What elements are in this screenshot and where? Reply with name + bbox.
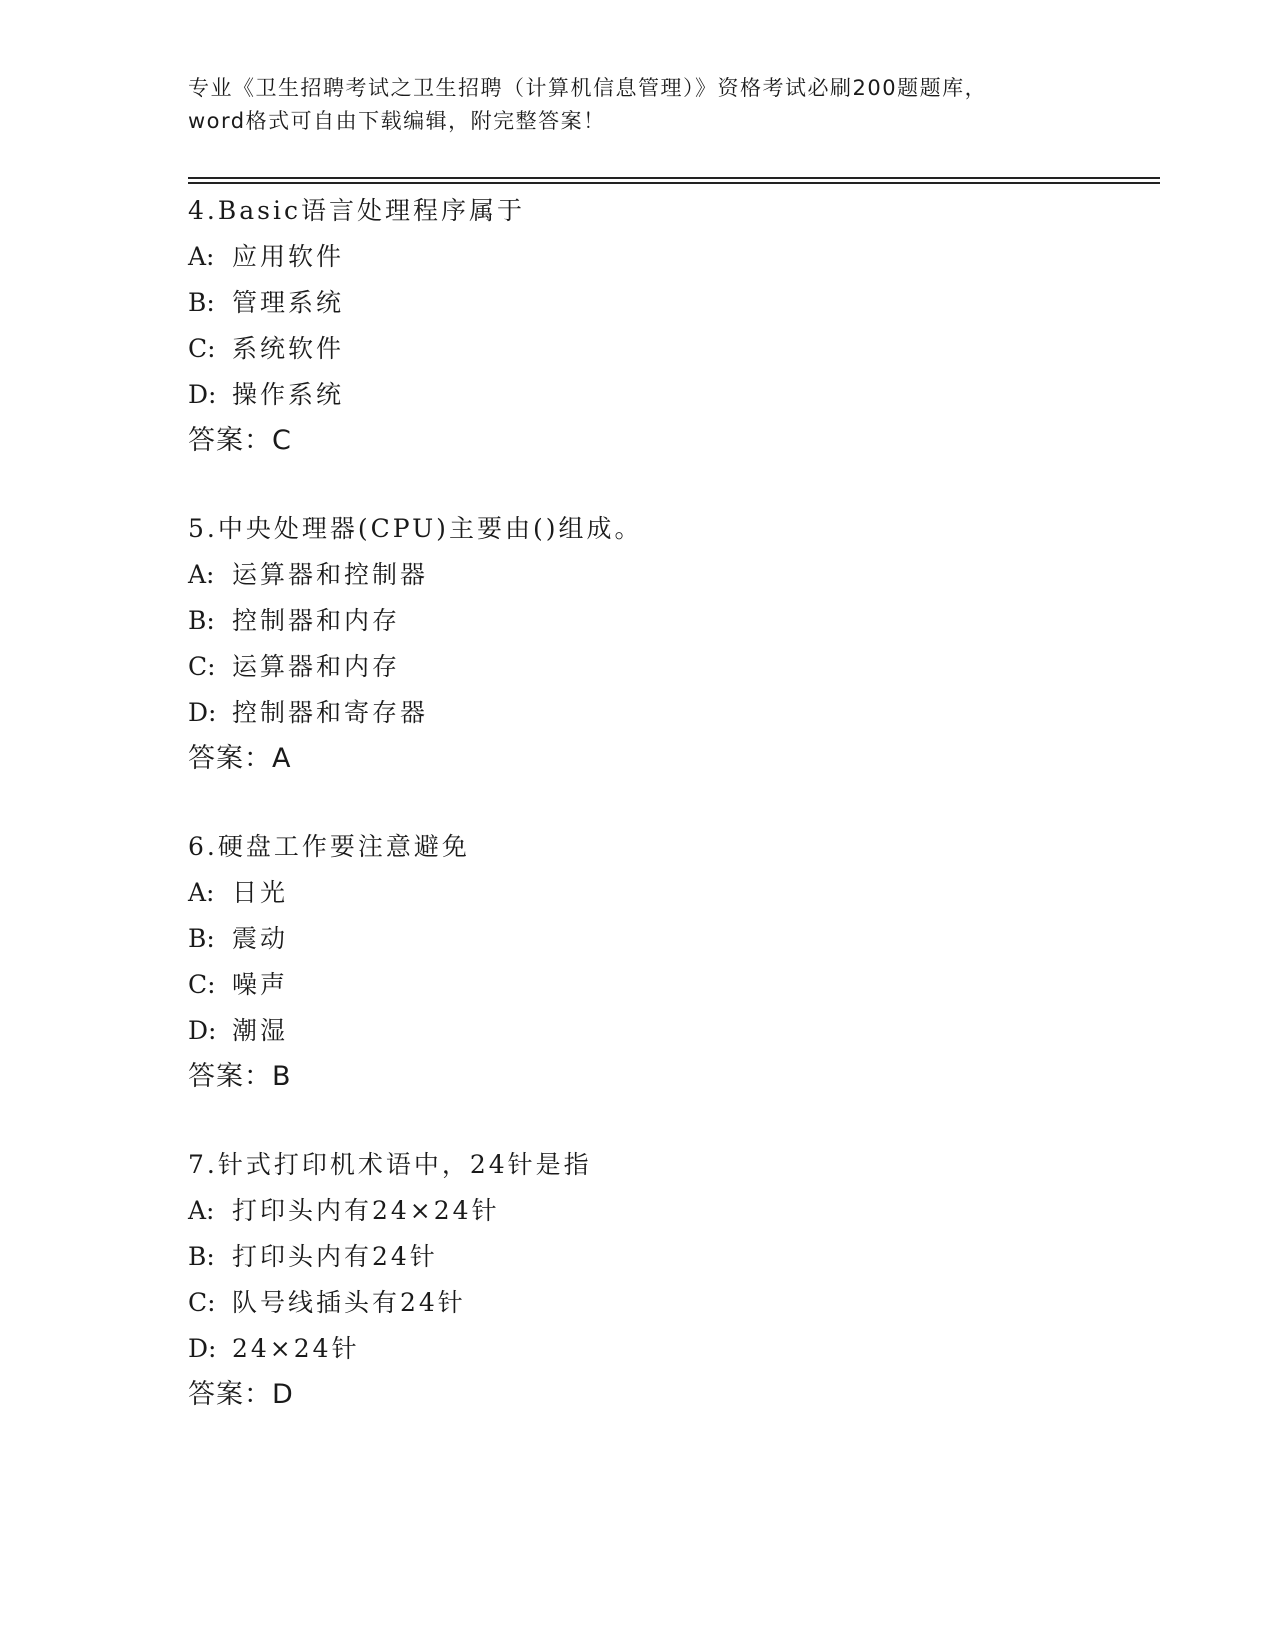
option-text: 应用软件 <box>232 242 345 271</box>
answer-line: 答案：A <box>188 743 292 774</box>
option-letter: D: <box>188 1016 217 1045</box>
question-stem: 5.中央处理器(CPU)主要由()组成。 <box>188 514 643 543</box>
option-letter: C: <box>188 334 216 363</box>
question-7 <box>188 1142 1160 1418</box>
option-letter: B: <box>188 288 215 317</box>
question-stem: 7.针式打印机术语中，24针是指 <box>188 1150 592 1179</box>
option-b <box>188 598 1160 644</box>
option-text: 系统软件 <box>232 334 345 363</box>
option-text: 24×24针 <box>232 1334 360 1363</box>
option-text: 震动 <box>232 924 289 953</box>
option-text: 操作系统 <box>232 380 345 409</box>
question-list <box>188 188 1160 1460</box>
option-a <box>188 234 1160 280</box>
option-letter: A: <box>188 242 215 271</box>
question-6 <box>188 824 1160 1100</box>
answer-line: 答案：C <box>188 425 292 456</box>
question-stem: 6.硬盘工作要注意避免 <box>188 832 470 861</box>
option-letter: A: <box>188 560 215 589</box>
option-letter: A: <box>188 1196 215 1225</box>
option-text: 控制器和寄存器 <box>232 698 429 727</box>
option-a <box>188 870 1160 916</box>
option-letter: D: <box>188 380 217 409</box>
option-text: 队号线插头有24针 <box>232 1288 466 1317</box>
header-divider-top <box>188 177 1160 179</box>
option-text: 运算器和控制器 <box>232 560 429 589</box>
option-d <box>188 372 1160 418</box>
option-text: 管理系统 <box>232 288 345 317</box>
header-divider-bottom <box>188 182 1160 184</box>
option-text: 控制器和内存 <box>232 606 401 635</box>
header-line-1: 专业《卫生招聘考试之卫生招聘（计算机信息管理）》资格考试必刷200题题库， <box>188 76 988 100</box>
option-a <box>188 1188 1160 1234</box>
header-line-2: word格式可自由下载编辑，附完整答案！ <box>188 109 606 133</box>
option-b <box>188 916 1160 962</box>
option-a <box>188 552 1160 598</box>
option-c <box>188 1280 1160 1326</box>
option-c <box>188 644 1160 690</box>
option-text: 日光 <box>232 878 289 907</box>
option-letter: D: <box>188 1334 217 1363</box>
answer-line: 答案：D <box>188 1379 294 1410</box>
option-letter: B: <box>188 924 215 953</box>
question-4 <box>188 188 1160 464</box>
option-text: 运算器和内存 <box>232 652 401 681</box>
option-letter: B: <box>188 606 215 635</box>
option-letter: C: <box>188 1288 216 1317</box>
document-header <box>188 72 1088 138</box>
option-text: 噪声 <box>232 970 289 999</box>
option-letter: B: <box>188 1242 215 1271</box>
option-text: 打印头内有24×24针 <box>232 1196 500 1225</box>
option-letter: C: <box>188 970 216 999</box>
option-letter: A: <box>188 878 215 907</box>
answer-line: 答案：B <box>188 1061 292 1092</box>
question-5 <box>188 506 1160 782</box>
option-letter: D: <box>188 698 217 727</box>
option-d <box>188 690 1160 736</box>
option-text: 打印头内有24针 <box>232 1242 438 1271</box>
option-d <box>188 1008 1160 1054</box>
option-b <box>188 1234 1160 1280</box>
option-c <box>188 962 1160 1008</box>
option-d <box>188 1326 1160 1372</box>
option-letter: C: <box>188 652 216 681</box>
option-c <box>188 326 1160 372</box>
option-text: 潮湿 <box>232 1016 289 1045</box>
option-b <box>188 280 1160 326</box>
question-stem: 4.Basic语言处理程序属于 <box>188 196 525 225</box>
